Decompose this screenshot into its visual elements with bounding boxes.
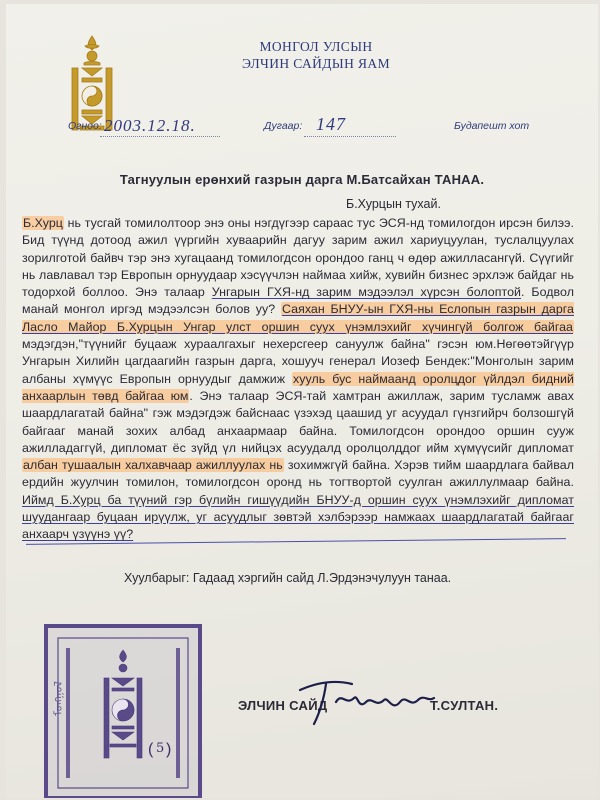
letter-body: [22, 215, 574, 544]
stamp-number: 5: [156, 741, 165, 756]
highlight-text-1: Саяхан БНУУ-ын ГХЯ-ны Еслопын газрын дарга Ласло Майор Б.Хурцын Унгар улст оршин суух үнэмлэхийг хүчингүй болгож байгаа: [22, 302, 574, 334]
city-label: Будапешт хот: [454, 120, 530, 132]
number-line: [304, 136, 396, 137]
official-stamp-icon: [44, 624, 204, 798]
body-text-5: зохимжгүй байна. Хэрэв тийм шаардлага байвал ердийн жуулчин томилон, томилогдсон оронд нь тогтвортой суулган ажиллулмаар байна.: [22, 458, 574, 490]
handwritten-signature-icon: [296, 672, 438, 732]
date-line: [100, 136, 220, 137]
highlight-text-2: хууль бус наймаанд оролцдог үйлдэл бидний анхаарлын төвд байгаа юм: [22, 371, 574, 403]
svg-text:): ): [166, 741, 172, 758]
body-text-3: мэдэгдэн,"түүнийг буцааж хураалгахыг нехерсгеер сануулж байна" гэсэн юм.Нөгөөтэйгүүр Унгарын Хилийн цагдаагийн газрын дарга, хошууч генерал Иозеф Бендек:"Монголын зарим албаны хүмүүс Европын орнуудыг дамжиж: [22, 337, 574, 386]
body-text-4: . Энэ талаар ЭСЯ-тай хамтран ажиллаж, зарим тусламж авах шаардлагатай байна" гэж мэдэгдэж байснааc үзэхэд цаашид уг асуудал гүнзгийрч болзошгүй байгааг манай зохих албад анхаармаар байна. Томилогдсон орондоо оршин сууж ажилладаггүй, дипломат ёс зүйд үл нийцэх асуудалд оролцолддог ийм хүмүүсийг дипломат: [22, 388, 574, 455]
org-line-2: ЭЛЧИН САЙДЫН ЯАМ: [242, 56, 390, 71]
svg-text:(: (: [148, 741, 154, 758]
body-text-1: нь тусгай томилолтоор энэ оны нэгдүгээр сараас тус ЭСЯ-нд томилогдон ирсэн билээ. Бид түүнд дотоод ажил үүргийн хуваарийн дагуу зарим ажил хариуцуулан, туслалцуулах зорилготой байвч тэр энэ хугацаанд томилогдсон орондоо ганц ч өдөр ажилласангүй. Сүүгийг нь лавлавал тэр Европын орнуудаар хэсүүчлэн наймаа хийж, хувийн бизнес эрхлэж байдаг нь тодорхой боллоо. Энэ талаар: [22, 216, 574, 300]
embassy-header: [186, 38, 446, 72]
letter-page: [6, 4, 598, 798]
body-paragraph: [22, 215, 574, 544]
date-handwritten: 2003.12.18.: [104, 116, 196, 135]
org-line-1: МОНГОЛ УЛСЫН: [259, 39, 373, 54]
copy-to-line: Хуулбарыг: Гадаад хэргийн сайд Л.Эрдэнэчулуун танаа.: [124, 571, 452, 585]
signature-title: ЭЛЧИН САЙД: [238, 698, 328, 713]
highlight-text-3: албан тушаалын халхавчаар ажиллуулах нь: [23, 458, 283, 473]
number-handwritten: 147: [316, 114, 346, 134]
svg-text:ᠮᠣᠩᠭᠣᠯ: ᠮᠣᠩᠭᠣᠯ: [52, 681, 65, 716]
underlined-text-1: Унгарын ГХЯ-нд зарим мэдээлэл хүрсэн болоптой: [211, 285, 521, 300]
number-label: Дугаар:: [264, 120, 303, 132]
body-text-2: . Бодвол манай монгол иргэд мэдээлсэн болов уу?: [22, 285, 574, 317]
highlight-name: Б.Хурц: [23, 216, 63, 230]
underlined-text-2: Иймд Б.Хурц ба түүний гэр бүлийн гишүүдийн БНУУ-д оршин суух үнэмлэхийг дипломат шуудангаар буцаан ирүүлж, уг асуудлыг зөвтэй хэлбэрээр намжаах шаардлагатай байгааг анхаарч үзүүнэ үү?: [22, 492, 574, 542]
signatory-name: Т.СУЛТАН.: [430, 698, 499, 713]
subject-line: Б.Хурцын тухай.: [346, 197, 441, 211]
addressee-line: Тагнуулын ерөнхий газрын дарга М.Батсайхан ТАНАА.: [119, 172, 485, 187]
date-label: Огноо:: [68, 120, 102, 132]
